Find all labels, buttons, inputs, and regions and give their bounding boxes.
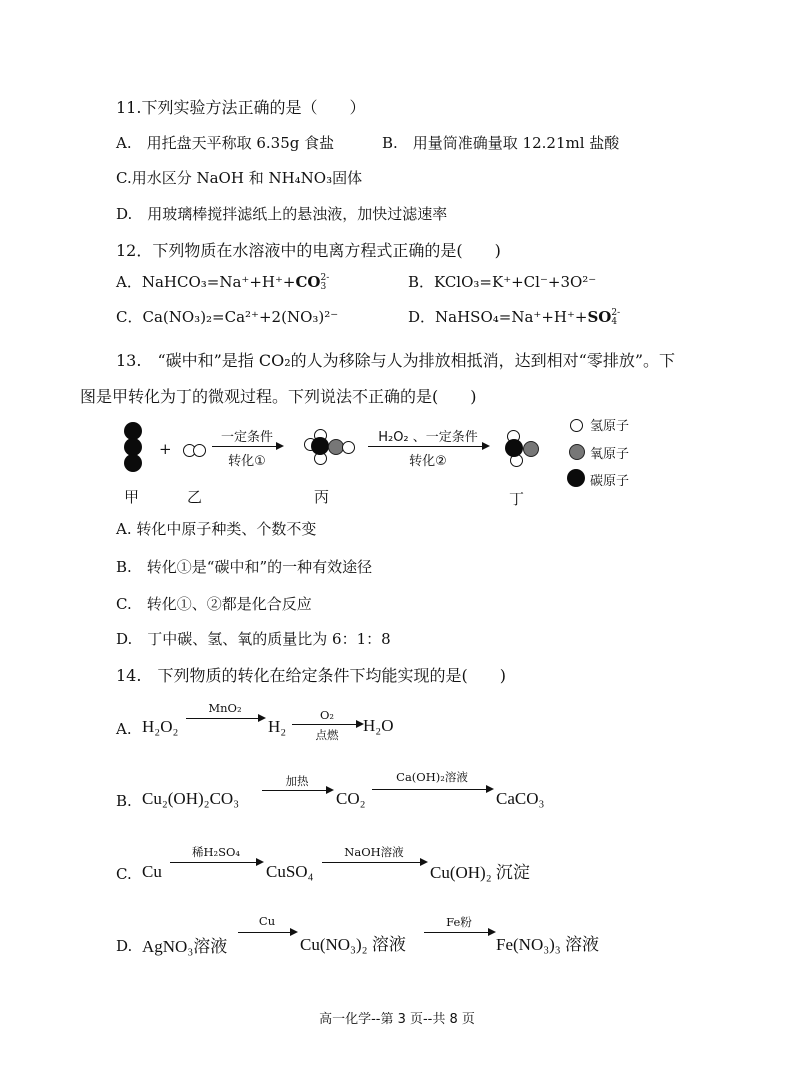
q14-a-arrow-2 bbox=[292, 708, 362, 748]
legend-label-hydrogen: 氢原子 bbox=[590, 419, 630, 434]
q14-a-species-3: H₂O bbox=[363, 716, 394, 735]
label-jia: 甲 bbox=[124, 488, 140, 506]
q14-b-species-1: Cu₂(OH)₂CO₃ bbox=[142, 789, 240, 808]
carbon-atom-icon bbox=[124, 454, 142, 472]
hydrogen-atom-icon bbox=[342, 441, 355, 454]
label-ding: 丁 bbox=[509, 490, 525, 508]
q12-option-d-ion-charge: 2- bbox=[611, 308, 621, 318]
reaction-arrow-1 bbox=[212, 426, 282, 468]
q14-stem: 14. 下列物质的转化在给定条件下均能实现的是( ) bbox=[116, 666, 506, 685]
q13-option-c: C. 转化①、②都是化合反应 bbox=[116, 595, 312, 613]
q14-c-arrow-2 bbox=[322, 842, 426, 882]
q14-c-species-3: Cu(OH)₂ 沉淀 bbox=[430, 863, 530, 882]
page-footer: 高一化学--第 3 页--共 8 页 bbox=[319, 1012, 475, 1027]
q14-c-species-1: Cu bbox=[142, 862, 162, 881]
q14-d-species-2: Cu(NO₃)₂ 溶液 bbox=[300, 935, 406, 954]
q14-a-species-1: H₂O₂ bbox=[142, 717, 179, 736]
q14-a-condition-2: O₂ bbox=[319, 708, 335, 722]
q11-option-d: D. 用玻璃棒搅拌滤纸上的悬浊液，加快过滤速率 bbox=[116, 205, 448, 223]
carbon-atom-icon bbox=[505, 439, 523, 457]
oxygen-atom-icon bbox=[523, 441, 539, 457]
q12-option-a-label: A． bbox=[116, 273, 142, 291]
q14-a-condition-2b: 点燃 bbox=[315, 728, 339, 742]
q12-option-b-equation: KClO₃=K⁺+Cl⁻+3O²⁻ bbox=[434, 273, 597, 291]
arrow2-condition: H₂O₂ 、一定条件 bbox=[378, 430, 478, 445]
q14-b-arrow-1 bbox=[262, 772, 332, 812]
q12-option-a-ion: CO bbox=[295, 273, 321, 291]
q12-option-a-ion-charge: 2- bbox=[320, 273, 330, 283]
hydrogen-atom-icon bbox=[570, 419, 583, 432]
q12-option-d-equation: NaHSO₄=Na⁺+H⁺+ bbox=[435, 308, 588, 326]
q12-option-c-equation: Ca(NO₃)₂=Ca²⁺+2(NO₃)²⁻ bbox=[142, 308, 339, 326]
q12-option-c bbox=[116, 306, 338, 327]
q11-option-c: C.用水区分 NaOH 和 NH₄NO₃固体 bbox=[116, 169, 363, 187]
legend-label-carbon: 碳原子 bbox=[590, 474, 630, 489]
arrow1-condition: 一定条件 bbox=[220, 430, 273, 445]
q14-b-arrow-2 bbox=[372, 768, 492, 808]
oxygen-atom-icon bbox=[569, 444, 585, 460]
q14-d-species-1: AgNO₃溶液 bbox=[142, 937, 228, 956]
label-bing: 丙 bbox=[314, 488, 330, 506]
q11-stem: 11.下列实验方法正确的是（ ） bbox=[116, 98, 366, 117]
q14-c-arrow-1 bbox=[170, 842, 262, 882]
arrow2-step: 转化② bbox=[409, 454, 447, 469]
q11-option-a: A. 用托盘天平称取 6.35g 食盐 bbox=[116, 134, 335, 152]
q12-option-a bbox=[116, 271, 329, 292]
q14-b-species-2: CO₂ bbox=[336, 789, 366, 808]
q14-d-condition-1: Cu bbox=[258, 914, 276, 928]
q12-option-d-ion: SO bbox=[587, 308, 612, 326]
q14-option-c-label: C. bbox=[116, 865, 132, 883]
q13-option-d: D. 丁中碳、氢、氧的质量比为 6：1：8 bbox=[116, 630, 391, 648]
arrow1-step: 转化① bbox=[228, 454, 266, 469]
plus-sign: + bbox=[159, 440, 172, 458]
q13-option-b: B. 转化①是“碳中和”的一种有效途径 bbox=[116, 558, 373, 576]
label-yi: 乙 bbox=[187, 488, 203, 506]
q14-option-d-label: D. bbox=[116, 937, 133, 955]
q14-b-condition-1: 加热 bbox=[285, 774, 309, 788]
q12-option-a-ion-subscript: 3 bbox=[320, 282, 327, 292]
q14-d-arrow-2 bbox=[424, 912, 494, 952]
q12-option-b bbox=[408, 271, 596, 292]
q13-option-a: A. 转化中原子种类、个数不变 bbox=[116, 520, 317, 538]
q12-option-d-ion-subscript: 4 bbox=[611, 317, 618, 327]
q14-option-a-label: A. bbox=[116, 720, 132, 738]
q14-c-condition-1: 稀H₂SO₄ bbox=[191, 845, 241, 859]
q14-a-species-2: H₂ bbox=[268, 717, 287, 736]
carbon-atom-icon bbox=[567, 469, 585, 487]
q11-option-b: B. 用量筒准确量取 12.21ml 盐酸 bbox=[382, 134, 620, 152]
q14-b-species-3: CaCO₃ bbox=[496, 789, 545, 808]
q12-option-b-label: B． bbox=[408, 273, 435, 291]
q12-option-a-equation: NaHCO₃=Na⁺+H⁺+ bbox=[141, 273, 296, 291]
q14-a-arrow-1 bbox=[186, 700, 264, 740]
q14-d-condition-2: Fe粉 bbox=[446, 915, 472, 929]
q13-stem-line2: 图是甲转化为丁的微观过程。下列说法不正确的是( ) bbox=[80, 387, 477, 406]
q12-option-c-label: C． bbox=[116, 308, 143, 326]
q14-d-species-3: Fe(NO₃)₃ 溶液 bbox=[496, 935, 599, 954]
hydrogen-atom-icon bbox=[193, 444, 206, 457]
q13-stem-line1: 13. “碳中和”是指 CO₂的人为移除与人为排放相抵消，达到相对“零排放”。下 bbox=[116, 351, 676, 370]
q14-option-b-label: B. bbox=[116, 792, 132, 810]
q12-stem: 12．下列物质在水溶液中的电离方程式正确的是( ) bbox=[116, 241, 501, 260]
q14-b-condition-2: Ca(OH)₂溶液 bbox=[396, 770, 468, 784]
q12-option-d bbox=[408, 306, 620, 327]
q14-c-species-2: CuSO₄ bbox=[266, 862, 314, 881]
q14-a-condition-1: MnO₂ bbox=[208, 701, 242, 715]
q14-d-arrow-1 bbox=[238, 912, 296, 952]
carbon-atom-icon bbox=[311, 437, 329, 455]
reaction-arrow-2 bbox=[368, 426, 488, 468]
legend-label-oxygen: 氧原子 bbox=[590, 447, 630, 462]
q14-c-condition-2: NaOH溶液 bbox=[344, 845, 404, 859]
q12-option-d-label: D． bbox=[408, 308, 436, 326]
